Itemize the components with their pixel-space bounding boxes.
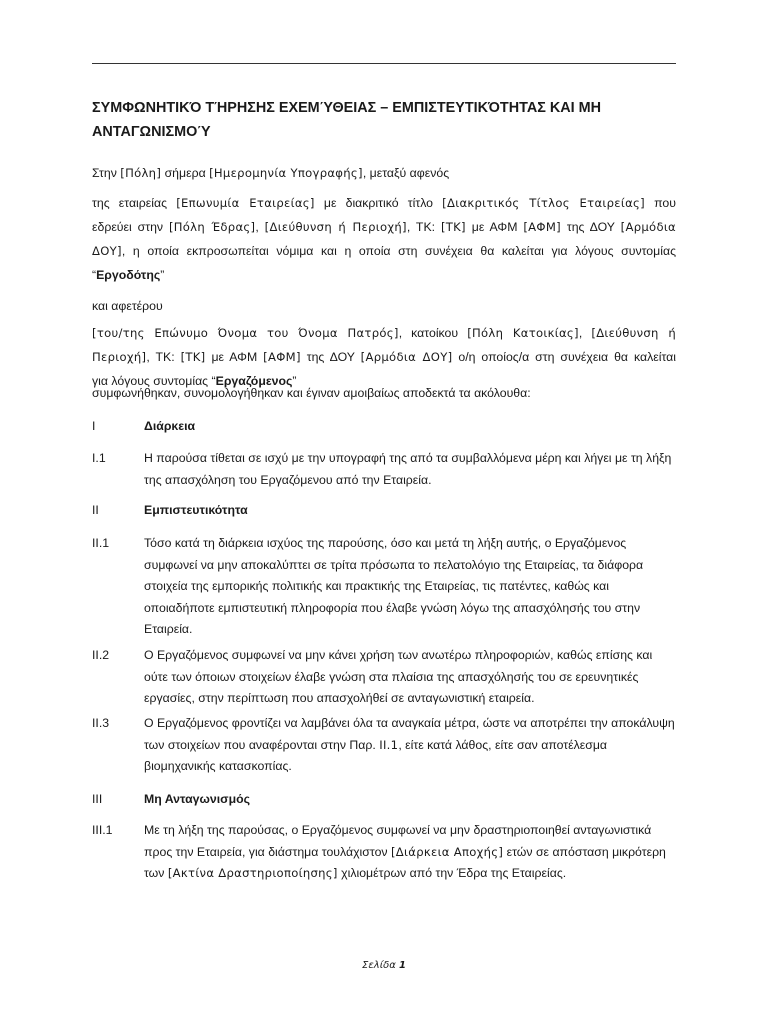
clause-2-3-text: Ο Εργαζόμενος φροντίζει να λαμβάνει όλα τα αναγκαία μέτρα, ώστε να αποτρέπει την αποκάλυψη των στοιχείων που αναφέρονται στην Παρ. II.1, είτε κατά λάθος, είτε σαν αποτέλεσμα βιομηχανικής κατασκοπίας. [144, 716, 675, 773]
header-rule [92, 63, 676, 64]
placeholder-hq-city: [Πόλη Έδρας] [168, 220, 256, 234]
placeholder-employee-city: [Πόλη Κατοικίας] [467, 326, 579, 340]
section-1-number: I [92, 419, 96, 433]
agreed-statement: συμφωνήθηκαν, συνομολογήθηκαν και έγιναν αμοιβαίως αποδεκτά τα ακόλουθα: [92, 386, 531, 400]
employer-line-2: εδρεύει στην [Πόλη Έδρας], [Διεύθυνση ή Περιοχή], ΤΚ: [ΤΚ] με ΑΦΜ [ΑΦΜ] της ΔΟΥ [Αρμόδια [92, 220, 676, 234]
section-3-heading: Μη Ανταγωνισμός [144, 792, 251, 806]
section-2-heading: Εμπιστευτικότητα [144, 503, 248, 517]
clause-2-2-number: II.2 [92, 648, 110, 662]
section-3-number: III [92, 792, 103, 806]
placeholder-hq-vat: [ΑΦΜ] [523, 220, 561, 234]
placeholder-employee-name: [του/της Επώνυμο Όνομα του Όνομα Πατρός] [92, 326, 399, 340]
placeholder-company-name: [Επωνυμία Εταιρείας] [176, 196, 315, 210]
employee-line-2: Περιοχή], ΤΚ: [ΤΚ] με ΑΦΜ [ΑΦΜ] της ΔΟΥ [Αρμόδια ΔΟΥ] ο/η οποίος/α στη συνέχεια θα καλείται [92, 350, 676, 364]
clause-3-1-text: Με τη λήξη της παρούσας, ο Εργαζόμενος συμφωνεί να μην δραστηριοποιηθεί ανταγωνιστικά προς την Εταιρεία, για διάστημα τουλάχιστον [Διάρκεια Αποχής] ετών σε απόσταση μικρότερη των [Ακτίνα Δραστηριοποίησης] χιλιομέτρων από την Έδρα της Εταιρείας. [144, 823, 666, 880]
employee-role: Εργαζόμενος [215, 374, 293, 388]
placeholder-hq-tax-office: [Αρμόδια [620, 220, 676, 234]
employer-line-1: της εταιρείας [Επωνυμία Εταιρείας] με διακριτικό τίτλο [Διακριτικός Τίτλος Εταιρείας] που [92, 196, 676, 210]
placeholder-employee-address: [Διεύθυνση ή [591, 326, 676, 340]
footer-page-number: 1 [398, 960, 406, 971]
employer-role: Εργοδότης [96, 268, 161, 282]
employer-line-4: “Εργοδότης” [92, 268, 165, 282]
clause-1-1-text: Η παρούσα τίθεται σε ισχύ με την υπογραφή της από τα συμβαλλόμενα μέρη και λήγει με τη λήξη της απασχόληση του Εργαζόμενου από την Εταιρεία. [144, 451, 672, 487]
placeholder-hq-address: [Διεύθυνση ή Περιοχή] [264, 220, 407, 234]
placeholder-employee-zip: [ΤΚ] [180, 350, 206, 364]
placeholder-trade-name: [Διακριτικός Τίτλος Εταιρείας] [442, 196, 645, 210]
placeholder-employee-vat: [ΑΦΜ] [263, 350, 301, 364]
employee-line-3: για λόγους συντομίας “Εργαζόμενος” [92, 374, 297, 388]
clause-2-1-number: II.1 [92, 536, 110, 550]
clause-1-1-number: I.1 [92, 451, 106, 465]
footer-page-label: Σελίδα [362, 960, 399, 971]
clause-2-3-number: II.3 [92, 716, 110, 730]
placeholder-abstention-period: [Διάρκεια Αποχής] [390, 844, 504, 859]
placeholder-employee-tax-office: [Αρμόδια ΔΟΥ] [360, 350, 453, 364]
clause-2-1-text: Τόσο κατά τη διάρκεια ισχύος της παρούσης, όσο και μετά τη λήξη αυτής, ο Εργαζόμενος συμφωνεί να μην αποκαλύπτει σε τρίτα πρόσωπα το πελατολόγιο της Εταιρείας, τα διάφορα στοιχεία της εμπορικής πολιτικής και πρακτικής της Εταιρείας, τις πατέντες, καθώς και οποιαδήποτε εμπιστευτική πληροφορία που έλαβε γνώση λόγω της απασχόλησής του στην Εταιρεία. [144, 536, 644, 636]
placeholder-activity-radius: [Ακτίνα Δραστηριοποίησης] [167, 866, 338, 880]
clause-2-2-text: Ο Εργαζόμενος συμφωνεί να μην κάνει χρήση των ανωτέρω πληροφοριών, καθώς επίσης και ούτε των όποιων στοιχείων έλαβε γνώση στα πλαίσια της απασχόλησής του σε ερευνητικές εργασίες, στην περίπτωση που απασχολήθεί σε ανταγωνιστική εταιρεία. [144, 648, 653, 705]
section-2-number: II [92, 503, 99, 517]
clause-reference: II.1 [379, 737, 399, 752]
page-footer [0, 960, 768, 971]
intro-paragraph: Στην [Πόλη] σήμερα [Ημερομηνία Υπογραφής], μεταξύ αφενός [92, 166, 450, 180]
other-party-text: και αφετέρου [92, 299, 163, 313]
placeholder-city: [Πόλη] [120, 166, 162, 180]
employee-line-1: [του/της Επώνυμο Όνομα του Όνομα Πατρός], κατοίκου [Πόλη Κατοικίας], [Διεύθυνση ή [92, 326, 676, 340]
placeholder-hq-zip: [ΤΚ] [440, 220, 466, 234]
placeholder-signing-date: [Ημερομηνία Υπογραφής] [209, 166, 363, 180]
document-title: ΣΥΜΦΩΝΗΤΙΚΌ ΤΉΡΗΣΗΣ ΕΧΕΜΎΘΕΙΑΣ – ΕΜΠΙΣΤΕΥΤΙΚΌΤΗΤΑΣ ΚΑΙ ΜΗ ΑΝΤΑΓΩΝΙΣΜΟΎ [92, 100, 602, 140]
section-1-heading: Διάρκεια [144, 419, 196, 433]
clause-3-1-number: III.1 [92, 823, 113, 837]
employer-line-3: ΔΟΥ], η οποία εκπροσωπείται νόμιμα και η οποία στη συνέχεια θα καλείται για λόγους συντομίας [92, 244, 676, 258]
